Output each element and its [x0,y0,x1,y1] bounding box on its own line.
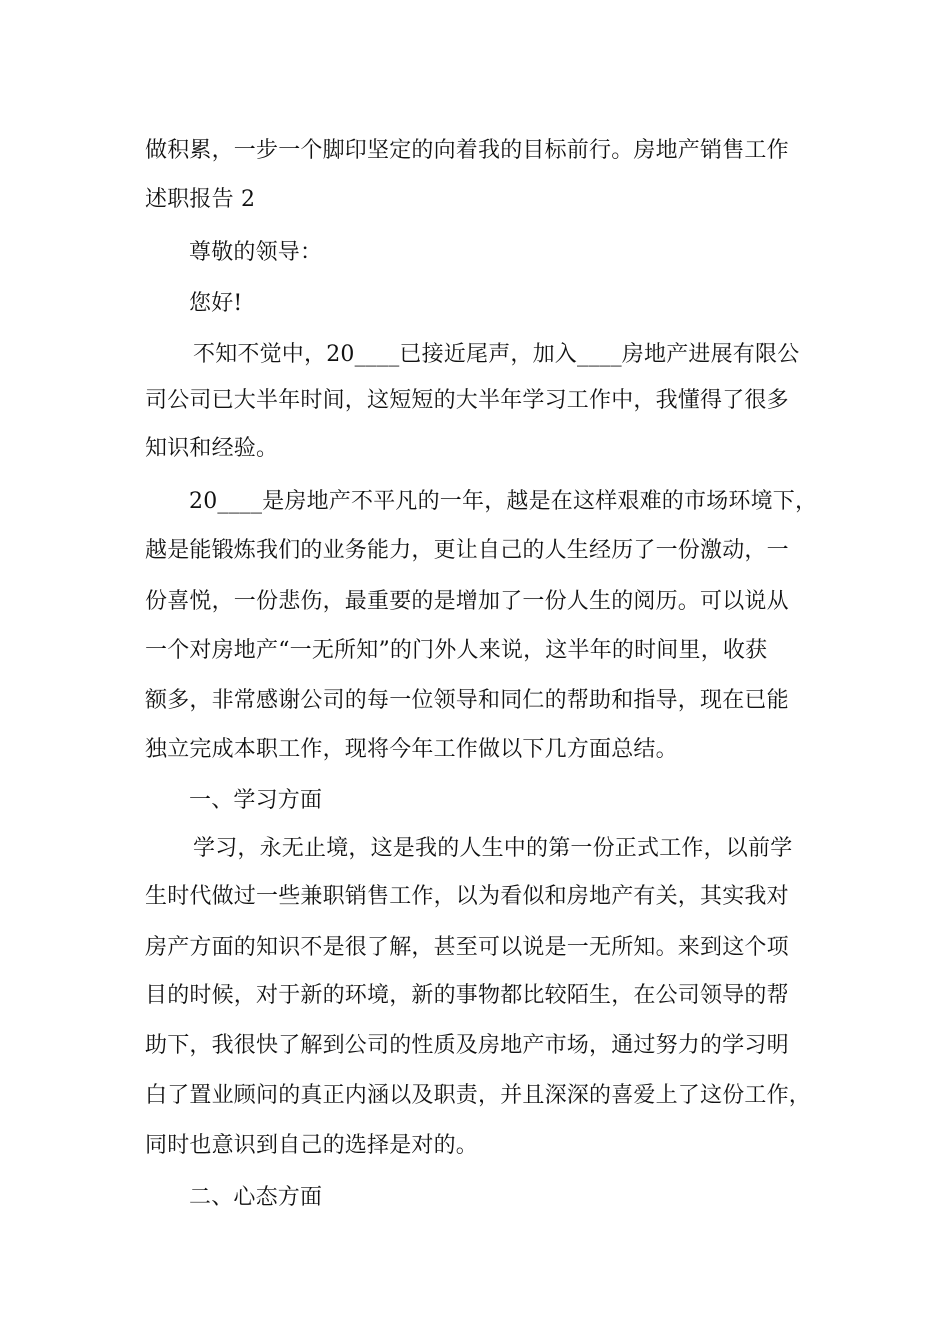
salutation: 尊敬的领导： [189,240,323,265]
text-line: 生时代做过一些兼职销售工作，以为看似和房地产有关，其实我对 [145,884,789,909]
text-line: 目的时候，对于新的环境，新的事物都比较陌生，在公司领导的帮 [145,983,789,1008]
greeting: 您好! [189,291,243,316]
text-line: 独立完成本职工作，现将今年工作做以下几方面总结。 [145,737,678,762]
text-line: 学习，永无止境，这是我的人生中的第一份正式工作，以前学 [193,836,793,861]
section-heading: 一、学习方面 [189,788,323,813]
text-line: 份喜悦，一份悲伤，最重要的是增加了一份人生的阅历。可以说从 [145,589,789,614]
text-line: 一个对房地产“一无所知”的门外人来说，这半年的时间里，收获 [145,638,768,663]
text-line: 知识和经验。 [145,436,279,461]
text-line: 司公司已大半年时间，这短短的大半年学习工作中，我懂得了很多 [145,388,789,413]
text-line: 房产方面的知识不是很了解，甚至可以说是一无所知。来到这个项 [145,935,789,960]
text-line: 越是能锻炼我们的业务能力，更让自己的人生经历了一份激动，一 [145,538,789,563]
text-line: 述职报告 2 [145,187,256,212]
text-line: 20____是房地产不平凡的一年，越是在这样艰难的市场环境下， [189,489,818,514]
text-line: 做积累，一步一个脚印坚定的向着我的目标前行。房地产销售工作 [145,138,789,163]
text-line: 白了置业顾问的真正内涵以及职责，并且深深的喜爱上了这份工作， [145,1083,812,1108]
text-line: 同时也意识到自己的选择是对的。 [145,1133,479,1158]
section-heading: 二、心态方面 [189,1185,323,1210]
text-line: 额多，非常感谢公司的每一位领导和同仁的帮助和指导，现在已能 [145,688,789,713]
text-line: 助下，我很快了解到公司的性质及房地产市场，通过努力的学习明 [145,1033,789,1058]
text-line: 不知不觉中，20____已接近尾声，加入____房地产进展有限公 [193,342,800,367]
